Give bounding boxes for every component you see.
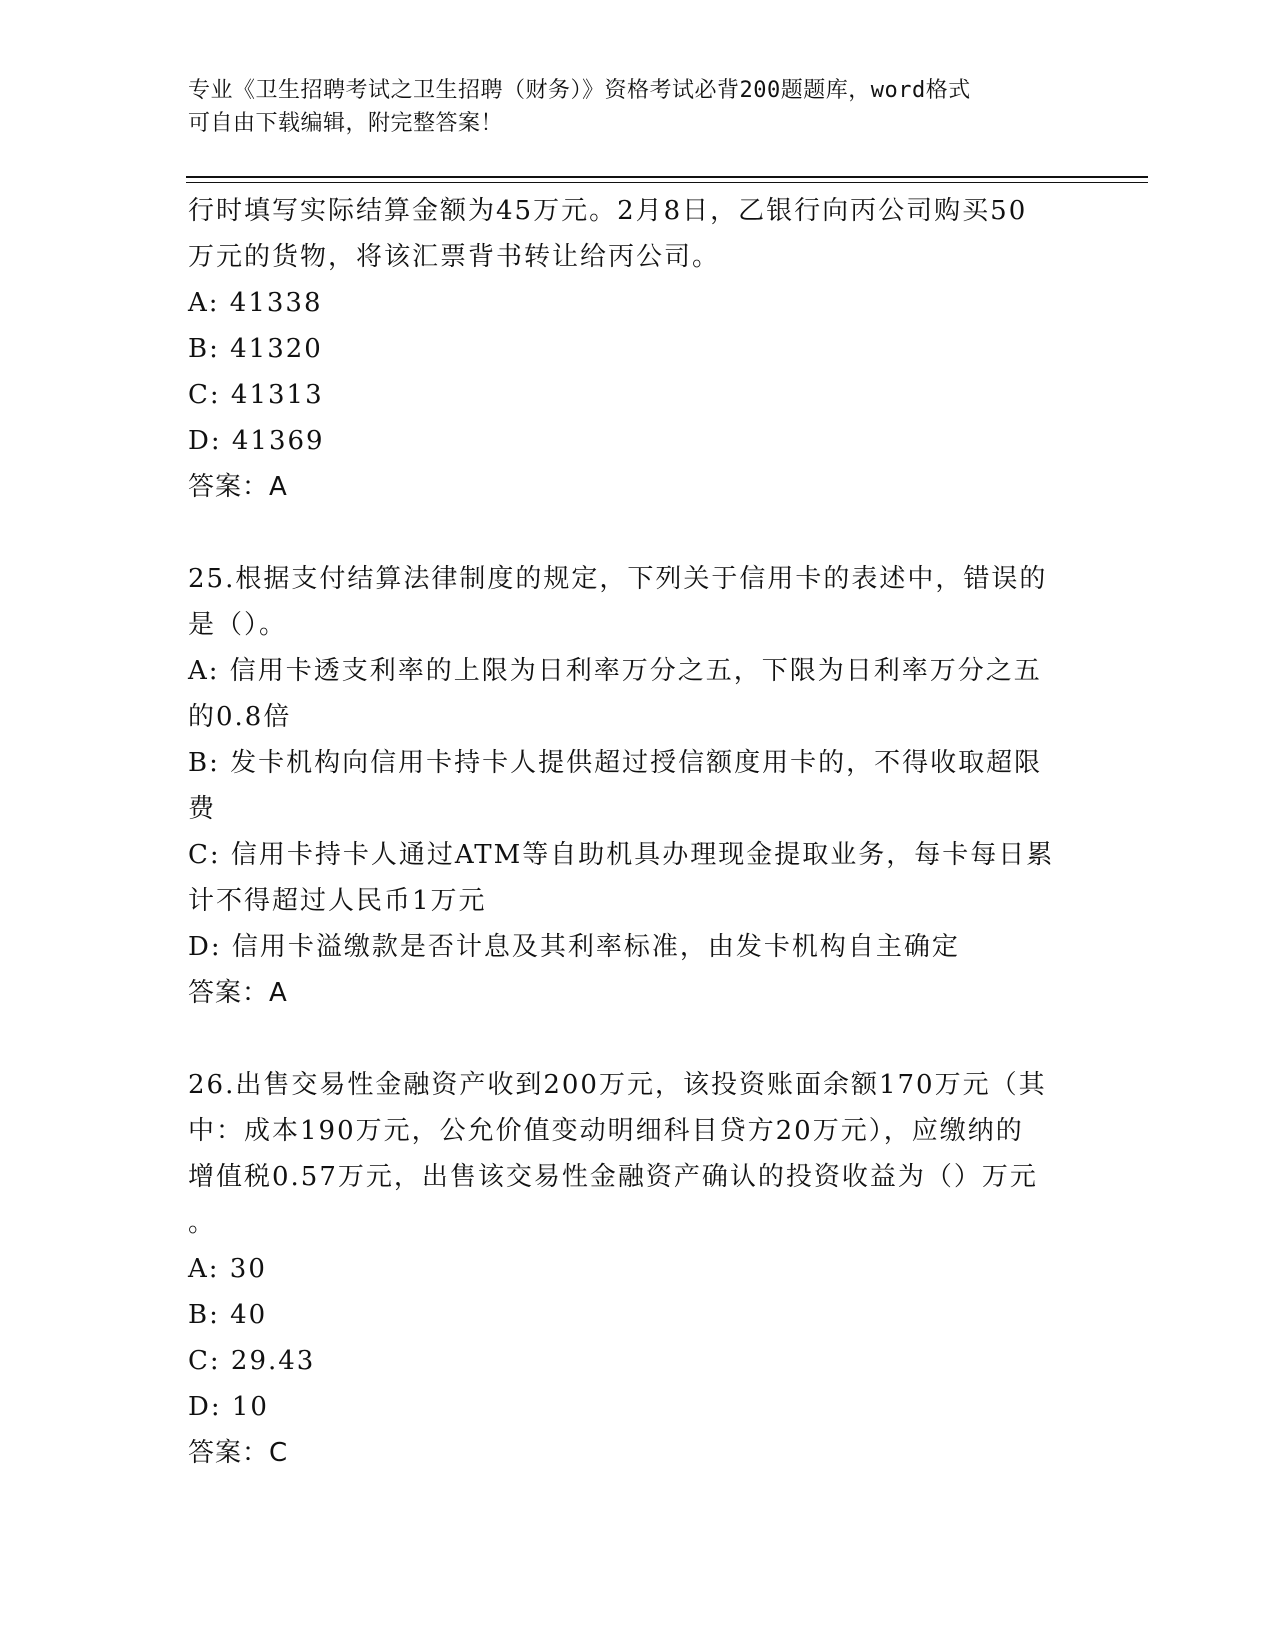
header-divider	[186, 176, 1148, 183]
question-text-line: 中：成本190万元，公允价值变动明细科目贷方20万元），应缴纳的	[188, 1116, 1024, 1146]
question-26	[188, 1062, 1088, 1476]
header-line-1: 专业《卫生招聘考试之卫生招聘（财务）》资格考试必背200题题库，word格式	[188, 78, 971, 103]
option-b: B: 40	[188, 1300, 268, 1330]
answer-line: 答案：C	[188, 1438, 289, 1468]
question-text-line: 26.出售交易性金融资产收到200万元，该投资账面余额170万元（其	[188, 1070, 1047, 1100]
header-line-2: 可自由下载编辑，附完整答案！	[188, 111, 504, 136]
option-a: A: 信用卡透支利率的上限为日利率万分之五，下限为日利率万分之五	[188, 656, 1042, 686]
option-b-cont: 费	[188, 794, 217, 824]
document-body	[188, 188, 1088, 1476]
option-b: B: 发卡机构向信用卡持卡人提供超过授信额度用卡的，不得收取超限	[188, 748, 1043, 778]
option-a: A: 41338	[188, 288, 323, 318]
answer-line: 答案：A	[188, 978, 288, 1008]
option-a: A: 30	[188, 1254, 267, 1284]
answer-line: 答案：A	[188, 472, 288, 502]
option-a-cont: 的0.8倍	[188, 702, 292, 732]
page-header	[188, 74, 1088, 140]
option-c: C: 信用卡持卡人通过ATM等自助机具办理现金提取业务，每卡每日累	[188, 840, 1055, 870]
option-c: C: 41313	[188, 380, 324, 410]
question-25	[188, 556, 1088, 1016]
spacer	[188, 1016, 1088, 1062]
question-text-line: 。	[188, 1208, 217, 1238]
option-d: D: 10	[188, 1392, 269, 1422]
option-d: D: 41369	[188, 426, 325, 456]
question-text-line: 是（）。	[188, 610, 288, 640]
question-text-line: 增值税0.57万元，出售该交易性金融资产确认的投资收益为（）万元	[188, 1162, 1038, 1192]
question-text-line: 25.根据支付结算法律制度的规定，下列关于信用卡的表述中，错误的	[188, 564, 1048, 594]
spacer	[188, 510, 1088, 556]
option-d: D: 信用卡溢缴款是否计息及其利率标准，由发卡机构自主确定	[188, 932, 960, 962]
option-c-cont: 计不得超过人民币1万元	[188, 886, 487, 916]
question-text-line: 行时填写实际结算金额为45万元。2月8日，乙银行向丙公司购买50	[188, 196, 1028, 226]
question-continued	[188, 188, 1088, 510]
option-c: C: 29.43	[188, 1346, 316, 1376]
question-text-line: 万元的货物，将该汇票背书转让给丙公司。	[188, 242, 721, 272]
option-b: B: 41320	[188, 334, 323, 364]
